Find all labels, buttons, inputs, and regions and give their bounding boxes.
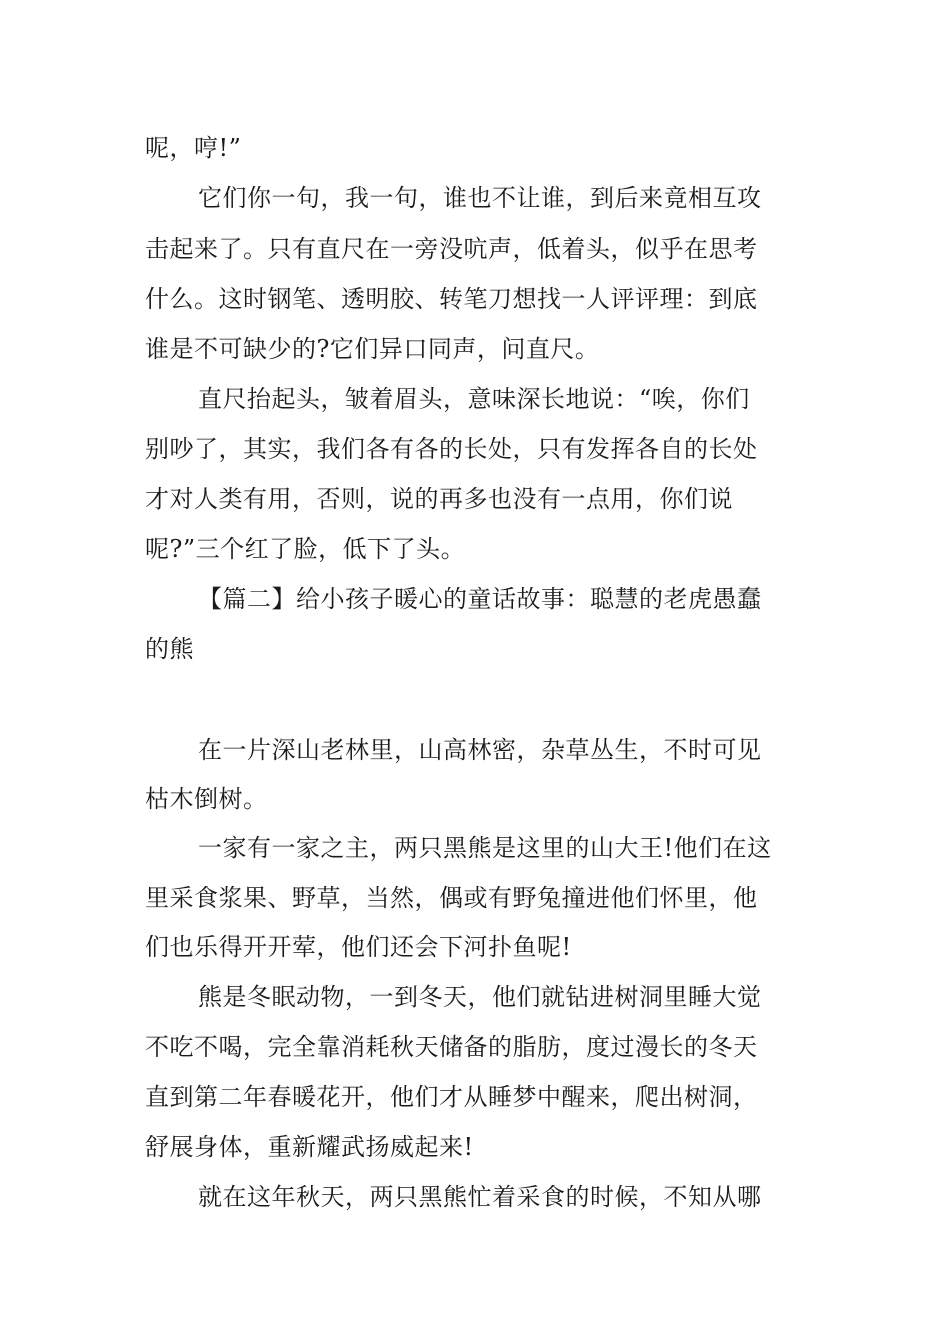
paragraph-first-line: 在一片深山老林里，山高林密，杂草丛生，不时可见 xyxy=(198,736,762,764)
paragraph-first-line: 它们你一句，我一句，谁也不让谁，到后来竟相互攻 xyxy=(198,184,762,212)
paragraph-first-line: 熊是冬眠动物，一到冬天，他们就钻进树洞里睡大觉 xyxy=(198,983,762,1011)
text-line: 们也乐得开开荤，他们还会下河扑鱼呢! xyxy=(145,933,572,961)
text-line: 才对人类有用，否则，说的再多也没有一点用，你们说 xyxy=(145,485,733,513)
text-line: 舒展身体，重新耀武扬威起来! xyxy=(145,1133,474,1161)
text-line: 呢，哼!” xyxy=(145,134,242,162)
paragraph-first-line: 直尺抬起头，皱着眉头，意味深长地说：“唉，你们 xyxy=(198,385,750,413)
section-heading-line: 【篇二】给小孩子暖心的童话故事：聪慧的老虎愚蠢 xyxy=(198,585,762,613)
text-line: 什么。这时钢笔、透明胶、转笔刀想找一人评评理：到底 xyxy=(145,285,758,313)
text-line: 击起来了。只有直尺在一旁没吭声，低着头，似乎在思考 xyxy=(145,235,758,263)
paragraph-first-line: 一家有一家之主，两只黑熊是这里的山大王!他们在这 xyxy=(198,834,772,862)
text-line: 谁是不可缺少的?它们异口同声，问直尺。 xyxy=(145,335,600,363)
text-line: 别吵了，其实，我们各有各的长处，只有发挥各自的长处 xyxy=(145,435,758,463)
text-line: 直到第二年春暖花开，他们才从睡梦中醒来，爬出树洞， xyxy=(145,1083,758,1111)
text-line: 呢?”三个红了脸，低下了头。 xyxy=(145,535,466,563)
text-line: 不吃不喝，完全靠消耗秋天储备的脂肪，度过漫长的冬天 xyxy=(145,1033,758,1061)
paragraph-first-line: 就在这年秋天，两只黑熊忙着采食的时候，不知从哪 xyxy=(198,1183,762,1211)
text-line: 里采食浆果、野草，当然，偶或有野兔撞进他们怀里，他 xyxy=(145,884,758,912)
section-heading-line: 的熊 xyxy=(145,635,194,663)
text-line: 枯木倒树。 xyxy=(145,785,268,813)
